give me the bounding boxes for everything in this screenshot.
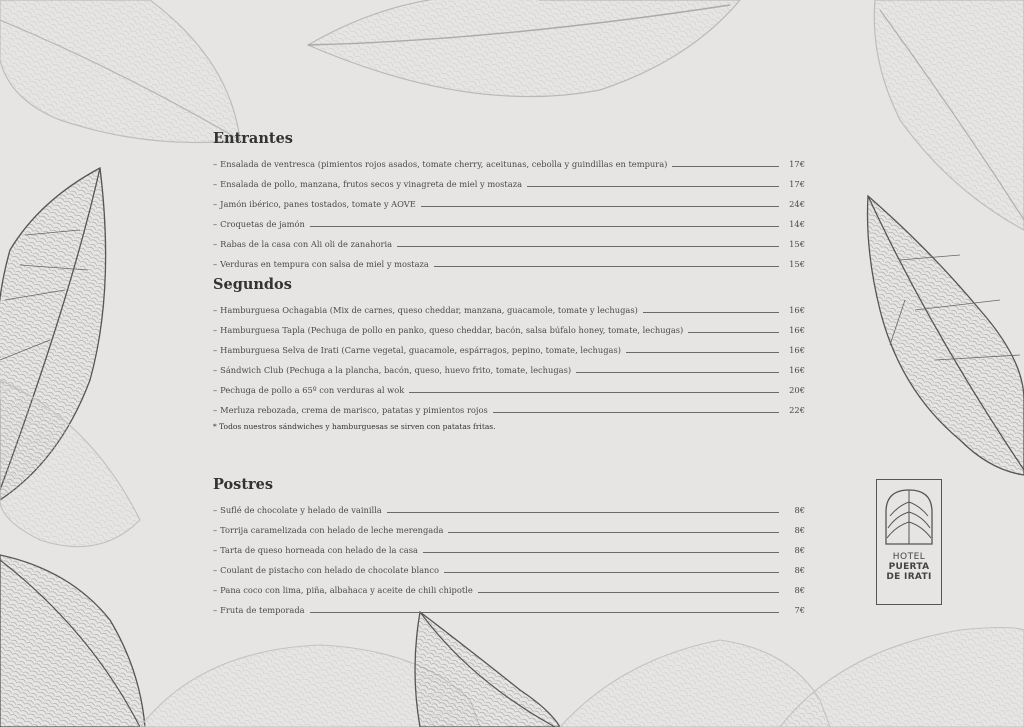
dash: – [213, 219, 218, 229]
dash: – [213, 565, 218, 575]
leader-line [626, 352, 779, 353]
item-price: 16€ [789, 345, 805, 355]
leaf-bottom-center-dark [415, 612, 560, 727]
dash: – [213, 199, 218, 209]
leaf-right-dark [868, 196, 1024, 475]
item-price: 16€ [789, 325, 805, 335]
item-name: Torrija caramelizada con helado de leche merengada [220, 525, 444, 535]
item-price: 16€ [789, 305, 805, 315]
leader-line [448, 532, 779, 533]
item-price: 8€ [794, 505, 805, 515]
leaf-top-right [874, 0, 1024, 230]
leader-line [478, 592, 779, 593]
leader-line [310, 226, 779, 227]
section-title: Postres [213, 476, 274, 493]
dash: – [213, 325, 218, 335]
item-list [213, 495, 805, 615]
item-name: Hamburguesa Selva de Irati (Carne vegetal, guacamole, espárragos, pepino, tomate, lechugas) [220, 345, 621, 355]
dash: – [213, 305, 218, 315]
leader-line [421, 206, 779, 207]
dash: – [213, 239, 218, 249]
item-price: 7€ [794, 605, 805, 615]
item-name: Tarta de queso horneada con helado de la casa [220, 545, 418, 555]
menu-item [213, 229, 805, 249]
item-price: 17€ [789, 179, 805, 189]
menu [213, 128, 805, 615]
leader-line [688, 332, 779, 333]
dash: – [213, 585, 218, 595]
item-name: Sándwich Club (Pechuga a la plancha, bacón, queso, huevo frito, tomate, lechugas) [220, 365, 572, 375]
menu-item [213, 375, 805, 395]
leaf-bottom-left-dark [0, 555, 145, 727]
menu-item [213, 149, 805, 169]
menu-item [213, 169, 805, 189]
item-name: Verduras en tempura con salsa de miel y mostaza [220, 259, 429, 269]
menu-item [213, 575, 805, 595]
logo-line-3: DE IRATI [886, 572, 932, 582]
leader-line [397, 246, 779, 247]
menu-item [213, 355, 805, 375]
section-title: Segundos [213, 276, 292, 293]
section-segundos [213, 274, 805, 474]
footnote: * Todos nuestros sándwiches y hamburguesas se sirven con patatas fritas. [213, 422, 496, 431]
logo-line-1: HOTEL [892, 552, 926, 562]
menu-item [213, 595, 805, 615]
item-name: Hamburguesa Ochagabia (Mix de carnes, queso cheddar, manzana, guacamole, tomate y lechugas) [220, 305, 638, 315]
menu-item [213, 335, 805, 355]
section-title: Entrantes [213, 130, 293, 147]
leader-line [643, 312, 779, 313]
menu-item [213, 535, 805, 555]
leader-line [576, 372, 779, 373]
leader-line [672, 166, 779, 167]
leader-line [434, 266, 779, 267]
item-price: 24€ [789, 199, 805, 209]
item-price: 14€ [789, 219, 805, 229]
item-name: Jamón ibérico, panes tostados, tomate y AOVE [220, 199, 416, 209]
item-list [213, 149, 805, 269]
dash: – [213, 545, 218, 555]
item-name: Rabas de la casa con Ali oli de zanahoria [220, 239, 393, 249]
dash: – [213, 525, 218, 535]
leader-line [423, 552, 779, 553]
leader-line [527, 186, 779, 187]
menu-item [213, 209, 805, 229]
item-name: Suflé de chocolate y helado de vainilla [220, 505, 382, 515]
item-name: Fruta de temporada [220, 605, 305, 615]
hotel-logo [876, 479, 942, 605]
leader-line [409, 392, 779, 393]
item-name: Pechuga de pollo a 65º con verduras al wok [220, 385, 405, 395]
item-price: 8€ [794, 565, 805, 575]
menu-item [213, 249, 805, 269]
item-price: 16€ [789, 365, 805, 375]
menu-item [213, 295, 805, 315]
item-name: Merluza rebozada, crema de marisco, patatas y pimientos rojos [220, 405, 488, 415]
item-list [213, 295, 805, 415]
dash: – [213, 179, 218, 189]
menu-item [213, 495, 805, 515]
leader-line [387, 512, 779, 513]
menu-item [213, 189, 805, 209]
dash: – [213, 405, 218, 415]
leader-line [493, 412, 779, 413]
dash: – [213, 505, 218, 515]
dash: – [213, 365, 218, 375]
dash: – [213, 345, 218, 355]
leader-line [310, 612, 779, 613]
section-entrantes [213, 128, 805, 274]
item-name: Hamburguesa Tapla (Pechuga de pollo en panko, queso cheddar, bacón, salsa búfalo honey, tomate, lechugas) [220, 325, 684, 335]
leaf-top-center [308, 0, 740, 97]
dash: – [213, 605, 218, 615]
leaf-top-left [0, 0, 240, 143]
logo-text [886, 552, 931, 582]
menu-item [213, 315, 805, 335]
leaf-bottom-right-faint [560, 628, 1024, 727]
item-name: Coulant de pistacho con helado de chocolate blanco [220, 565, 440, 575]
dash: – [213, 259, 218, 269]
menu-item [213, 515, 805, 535]
item-name: Croquetas de jamón [220, 219, 305, 229]
dash: – [213, 385, 218, 395]
section-postres [213, 474, 805, 615]
item-price: 8€ [794, 585, 805, 595]
item-price: 15€ [789, 259, 805, 269]
item-price: 8€ [794, 545, 805, 555]
leader-line [444, 572, 779, 573]
logo-line-2: PUERTA [888, 562, 930, 572]
item-price: 15€ [789, 239, 805, 249]
item-name: Ensalada de ventresca (pimientos rojos asados, tomate cherry, aceitunas, cebolla y guindillas en tempura) [220, 159, 668, 169]
item-price: 17€ [789, 159, 805, 169]
item-name: Ensalada de pollo, manzana, frutos secos y vinagreta de miel y mostaza [220, 179, 523, 189]
menu-item [213, 395, 805, 415]
menu-item [213, 555, 805, 575]
arch-leaf-icon [884, 488, 934, 546]
item-name: Pana coco con lima, piña, albahaca y aceite de chili chipotle [220, 585, 473, 595]
dash: – [213, 159, 218, 169]
item-price: 20€ [789, 385, 805, 395]
item-price: 22€ [789, 405, 805, 415]
item-price: 8€ [794, 525, 805, 535]
